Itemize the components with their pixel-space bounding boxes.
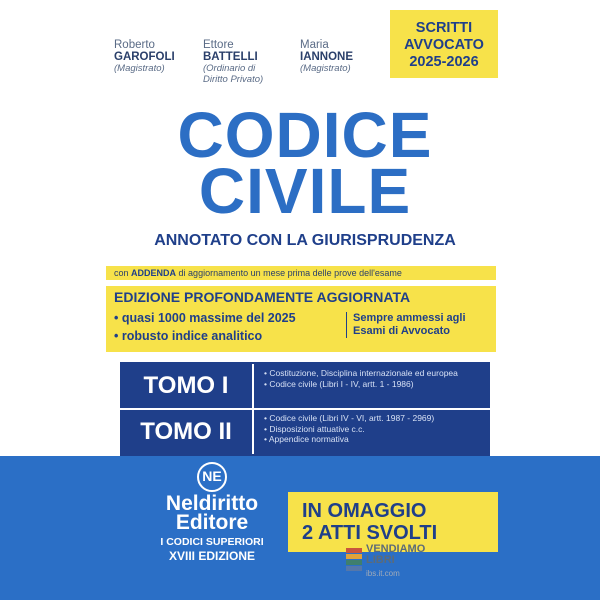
books-icon (346, 548, 362, 574)
badge-line: 2025-2026 (409, 54, 479, 70)
tomo-2-contents (264, 413, 484, 445)
subtitle: ANNOTATO CON LA GIURISPRUDENZA (154, 232, 456, 249)
author-garofoli (114, 39, 175, 74)
logo-letters: NE (202, 468, 222, 484)
volumes-panel (120, 362, 490, 456)
author-first-name: Ettore (203, 39, 234, 51)
tomo-1-contents (264, 368, 484, 389)
watermark-text (366, 544, 425, 566)
author-last-name: GAROFOLI (114, 51, 175, 63)
author-first-name: Roberto (114, 39, 155, 51)
title-line-1: CODICE (177, 99, 433, 171)
tomo-1-label: TOMO I (120, 364, 254, 408)
badge-line: SCRITTI (415, 20, 473, 36)
author-battelli (203, 39, 263, 85)
addenda-suffix: di aggiornamento un mese prima delle prove dell'esame (178, 268, 402, 278)
addenda-prefix: con (114, 268, 129, 278)
list-item: • Codice civile (Libri I - IV, artt. 1 - 1986) (264, 379, 484, 390)
publisher-edition: XVIII EDIZIONE (168, 549, 255, 563)
watermark-domain: ibs.it.com (366, 569, 400, 578)
list-item: • Codice civile (Libri IV - VI, artt. 1987 - 2969) (264, 413, 484, 424)
title-line-2: CIVILE (198, 155, 412, 227)
author-role: (Magistrato) (300, 63, 351, 74)
side-note-line: Sempre ammessi agli (353, 312, 466, 324)
gift-line: IN OMAGGIO (302, 500, 427, 522)
edition-bullet: • quasi 1000 massime del 2025 (114, 311, 296, 325)
author-role-line-2: Diritto Privato) (203, 74, 264, 85)
watermark-line: LIBRI (366, 554, 395, 566)
author-last-name: IANNONE (300, 51, 354, 63)
edition-side-note (346, 312, 496, 338)
gift-line: 2 ATTI SVOLTI (302, 522, 438, 544)
badge-line: AVVOCATO (404, 37, 484, 53)
edition-heading: EDIZIONE PROFONDAMENTE AGGIORNATA (114, 289, 411, 305)
addenda-strip (106, 266, 496, 280)
edition-bullet: • robusto indice analitico (114, 329, 263, 343)
edition-box (106, 286, 496, 352)
exam-badge (390, 10, 498, 78)
publisher-name-line: Editore (175, 511, 249, 534)
publisher-series: I CODICI SUPERIORI (160, 536, 264, 548)
author-iannone (300, 39, 353, 74)
author-last-name: BATTELLI (203, 51, 258, 63)
addenda-highlight: ADDENDA (131, 268, 177, 278)
list-item: • Disposizioni attuative c.c. (264, 424, 484, 435)
publisher-block (152, 462, 272, 563)
list-item: • Costituzione, Disciplina internazionale ed europea (264, 368, 484, 379)
list-item: • Appendice normativa (264, 434, 484, 445)
tomo-2-label: TOMO II (120, 410, 254, 454)
store-watermark (346, 542, 446, 582)
publisher-name-line: Neldiritto (165, 492, 259, 515)
author-role-line-1: (Ordinario di (203, 63, 256, 74)
author-first-name: Maria (300, 39, 329, 51)
side-note-line: Esami di Avvocato (353, 325, 450, 337)
publisher-logo-icon (197, 462, 227, 492)
watermark-line: VENDIAMO (366, 543, 426, 555)
author-role: (Magistrato) (114, 63, 165, 74)
